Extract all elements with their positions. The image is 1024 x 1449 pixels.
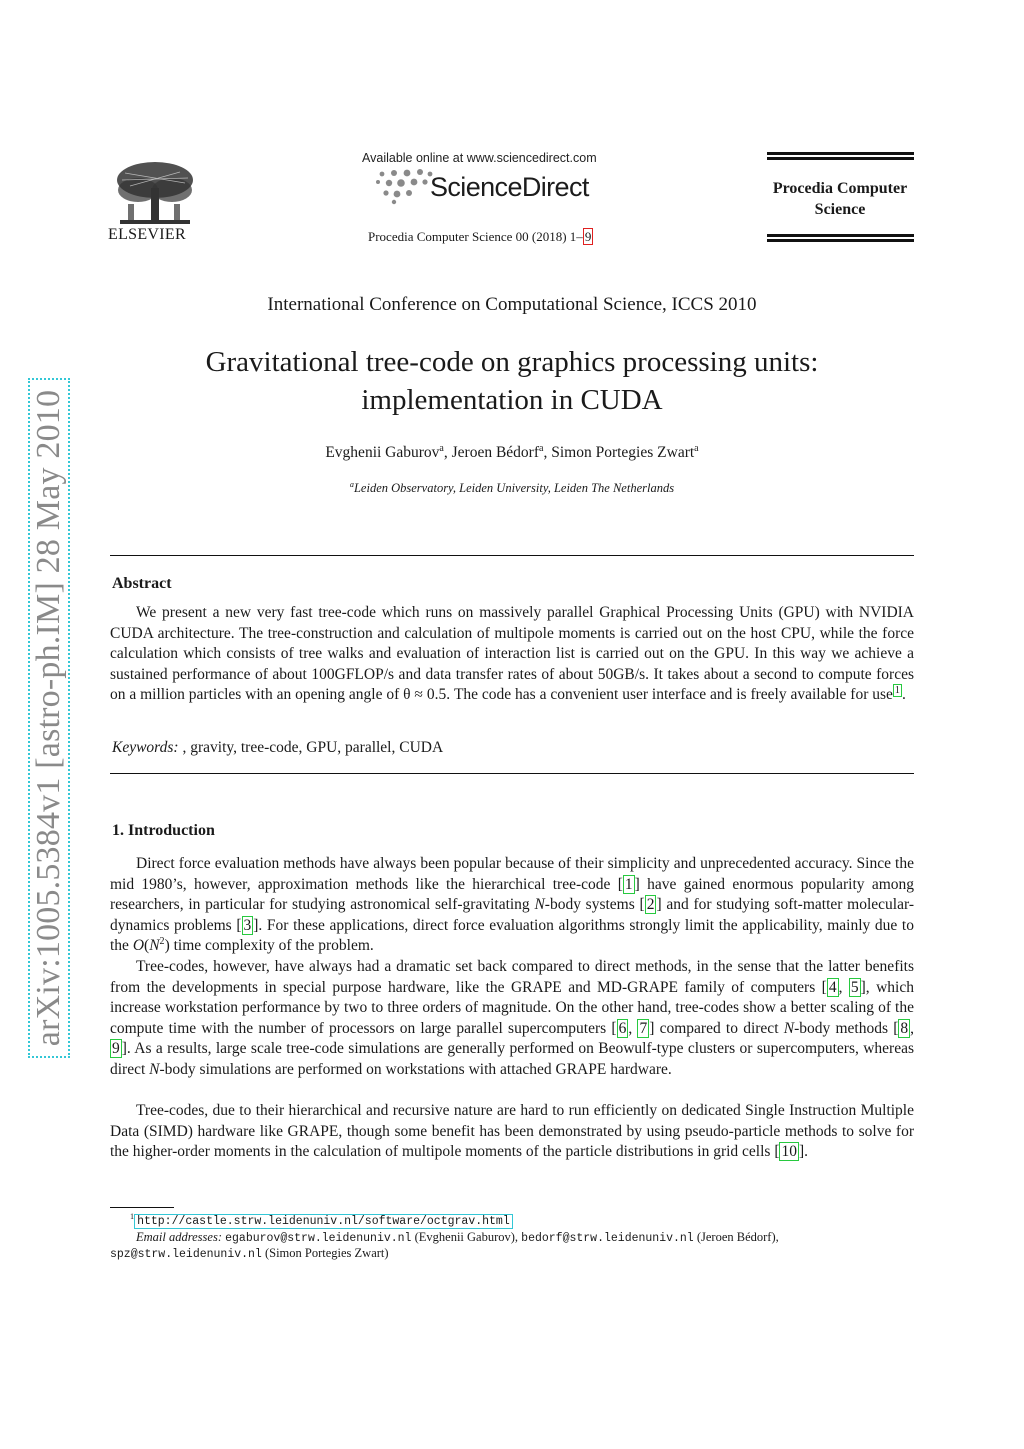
abstract-end: . — [901, 686, 906, 704]
title-line-2: implementation in CUDA — [361, 384, 663, 416]
author-affiliation-mark: a — [539, 442, 544, 454]
citation-link[interactable]: 4 — [828, 978, 837, 996]
affiliation-mark: a — [349, 479, 354, 489]
text-run: , — [910, 1019, 915, 1037]
text-run: Tree-codes, however, have always had a dramatic set back compared to direct methods, in the sense that the latter benefits from the developments in special purpose hardware, like the GRAPE and MD-GRAPE family of computers [ — [110, 958, 914, 996]
email-owner: (Jeroen Bédorf), — [693, 1230, 779, 1244]
citation-link[interactable]: 2 — [646, 896, 655, 914]
text-run: ] and for studying soft-matter molecular-dynamics problems [ — [110, 896, 914, 934]
email-link[interactable]: egaburov@strw.leidenuniv.nl — [225, 1232, 412, 1245]
conference-name: International Conference on Computational Science, ICCS 2010 — [267, 294, 757, 315]
email-link[interactable]: bedorf@strw.leidenuniv.nl — [521, 1232, 694, 1245]
journal-reference — [368, 229, 593, 245]
keywords-text: , gravity, tree-code, GPU, parallel, CUDA — [178, 739, 444, 756]
intro-paragraph-3 — [110, 1101, 914, 1163]
arxiv-stamp: arXiv:1005.5384v1 [astro-ph.IM] 28 May 2010 — [28, 378, 70, 1058]
publisher-name: ELSEVIER — [108, 226, 186, 243]
math-n: N — [149, 1060, 160, 1078]
email-owner: (Evghenii Gaburov), — [411, 1230, 522, 1244]
author-list — [0, 444, 1024, 462]
abstract-heading: Abstract — [112, 575, 172, 592]
text-run: Direct force evaluation methods have always been popular because of their simplicity and unprecedented accuracy. Since the mid 1980’s, however, approximation methods like the hierarchical tree-code [ — [110, 855, 914, 893]
abstract-body — [110, 603, 914, 706]
abstract-top-rule — [110, 555, 914, 556]
citation-link[interactable]: 10 — [781, 1143, 797, 1161]
author-name: Simon Portegies Zwart — [551, 444, 695, 461]
math-n: N — [149, 937, 160, 955]
citation-link[interactable]: 5 — [850, 978, 859, 996]
paper-title — [0, 343, 1024, 419]
sciencedirect-logo-text: ScienceDirect — [430, 172, 589, 202]
text-run: ]. As a results, large scale tree-code simulations are generally performed on Beowulf-type clusters or supercomputers, whereas direct — [110, 1040, 914, 1078]
intro-paragraph-2 — [110, 957, 914, 1081]
citation-link[interactable]: 8 — [900, 1019, 909, 1037]
text-run: ] compared to direct — [649, 1019, 784, 1037]
footnote-mark: 1 — [130, 1211, 135, 1221]
text-run: , — [838, 978, 849, 996]
author-separator: , — [543, 444, 552, 461]
text-run: ) time complexity of the problem. — [164, 937, 374, 955]
text-run: ], which increase workstation performance by two to three orders of magnitude. On the other hand, tree-codes show a better scaling of the compute time with the number of processors on large parallel supercomputers [ — [110, 978, 914, 1037]
email-label: Email addresses: — [136, 1230, 222, 1244]
citation-link[interactable]: 6 — [618, 1019, 627, 1037]
journal-title — [762, 178, 918, 220]
top-double-rule — [767, 152, 914, 160]
abstract-bottom-rule — [110, 773, 914, 774]
citation-link[interactable]: 1 — [624, 875, 633, 893]
author-name: Evghenii Gaburov — [325, 444, 440, 461]
journal-title-line1: Procedia Computer — [772, 180, 908, 197]
keywords-label: Keywords: — [112, 739, 179, 756]
email-owner: (Simon Portegies Zwart) — [261, 1246, 389, 1260]
keywords — [112, 739, 443, 757]
available-online-text: Available online at www.sciencedirect.com — [362, 151, 597, 165]
intro-paragraph-1 — [110, 854, 914, 957]
text-run: -body methods [ — [794, 1019, 899, 1037]
journal-ref-prefix: Procedia Computer Science 00 (2018) 1– — [368, 229, 583, 244]
math-o: O — [132, 937, 145, 955]
email-link[interactable]: spz@strw.leidenuniv.nl — [110, 1248, 262, 1261]
text-run: , — [628, 1019, 638, 1037]
abstract-text: We present a new very fast tree-code which runs on massively parallel Graphical Processing Units (GPU) with NVIDIA CUDA architecture. The tree-construction and calculation of multipole moments is carried out on the host CPU, while the force calculation which consists of tree walks and evaluation of interaction list is carried out on the GPU. In this way we achieve a sustained performance of about 100GFLOP/s and data transfer rates of about 50GB/s. It takes about a second to compute forces on a million particles with an opening angle of θ ≈ 0.5. The code has a convenient user interface and is freely available for use — [110, 604, 914, 704]
citation-link[interactable]: 3 — [243, 916, 252, 934]
math-paren: ( — [144, 937, 150, 955]
bottom-double-rule — [767, 234, 914, 242]
text-run: -body systems [ — [544, 896, 645, 914]
author-affiliation-mark: a — [694, 442, 699, 454]
last-page-link[interactable]: 9 — [584, 229, 592, 244]
author-affiliation-mark: a — [439, 442, 444, 454]
citation-link[interactable]: 9 — [112, 1040, 120, 1058]
affiliation — [0, 481, 1024, 496]
footnote-1 — [130, 1212, 914, 1230]
affiliation-text: Leiden Observatory, Leiden University, Leiden The Netherlands — [353, 481, 675, 495]
text-run: Tree-codes, due to their hierarchical and recursive nature are hard to run efficiently on dedicated Single Instruction Multiple Data (SIMD) hardware like GRAPE, though some benefit has been demonstrated by using pseudo-particle methods to solve for the higher-order moments in the calculation of multipole moments of the particle distributions in grid cells [ — [110, 1102, 914, 1161]
text-run: ] have gained enormous popularity among researchers, in particular for studying astronomical self-gravitating — [110, 875, 915, 914]
journal-title-line2: Science — [814, 201, 866, 218]
email-addresses-line-2 — [110, 1245, 914, 1263]
footnote-rule — [110, 1207, 174, 1208]
author-separator: , — [443, 444, 452, 461]
math-n: N — [783, 1019, 795, 1037]
text-run: ]. — [798, 1143, 809, 1161]
section-heading-introduction: 1. Introduction — [112, 822, 215, 839]
title-line-1: Gravitational tree-code on graphics processing units: — [205, 346, 819, 378]
text-run: ]. For these applications, direct force evaluation algorithms strongly limit the applicability, mainly due to the — [110, 916, 914, 955]
octgrav-url-link[interactable]: http://castle.strw.leidenuniv.nl/software/octgrav.html — [134, 1214, 513, 1229]
math-exponent: 2 — [159, 936, 165, 948]
text-run: -body simulations are performed on workstations with attached GRAPE hardware. — [159, 1060, 672, 1078]
citation-link[interactable]: 7 — [639, 1019, 648, 1037]
author-name: Jeroen Bédorf — [451, 444, 540, 461]
math-n: N — [534, 896, 545, 914]
sciencedirect-dots-icon — [374, 168, 436, 206]
footnote-1-link[interactable]: 1 — [894, 685, 900, 697]
